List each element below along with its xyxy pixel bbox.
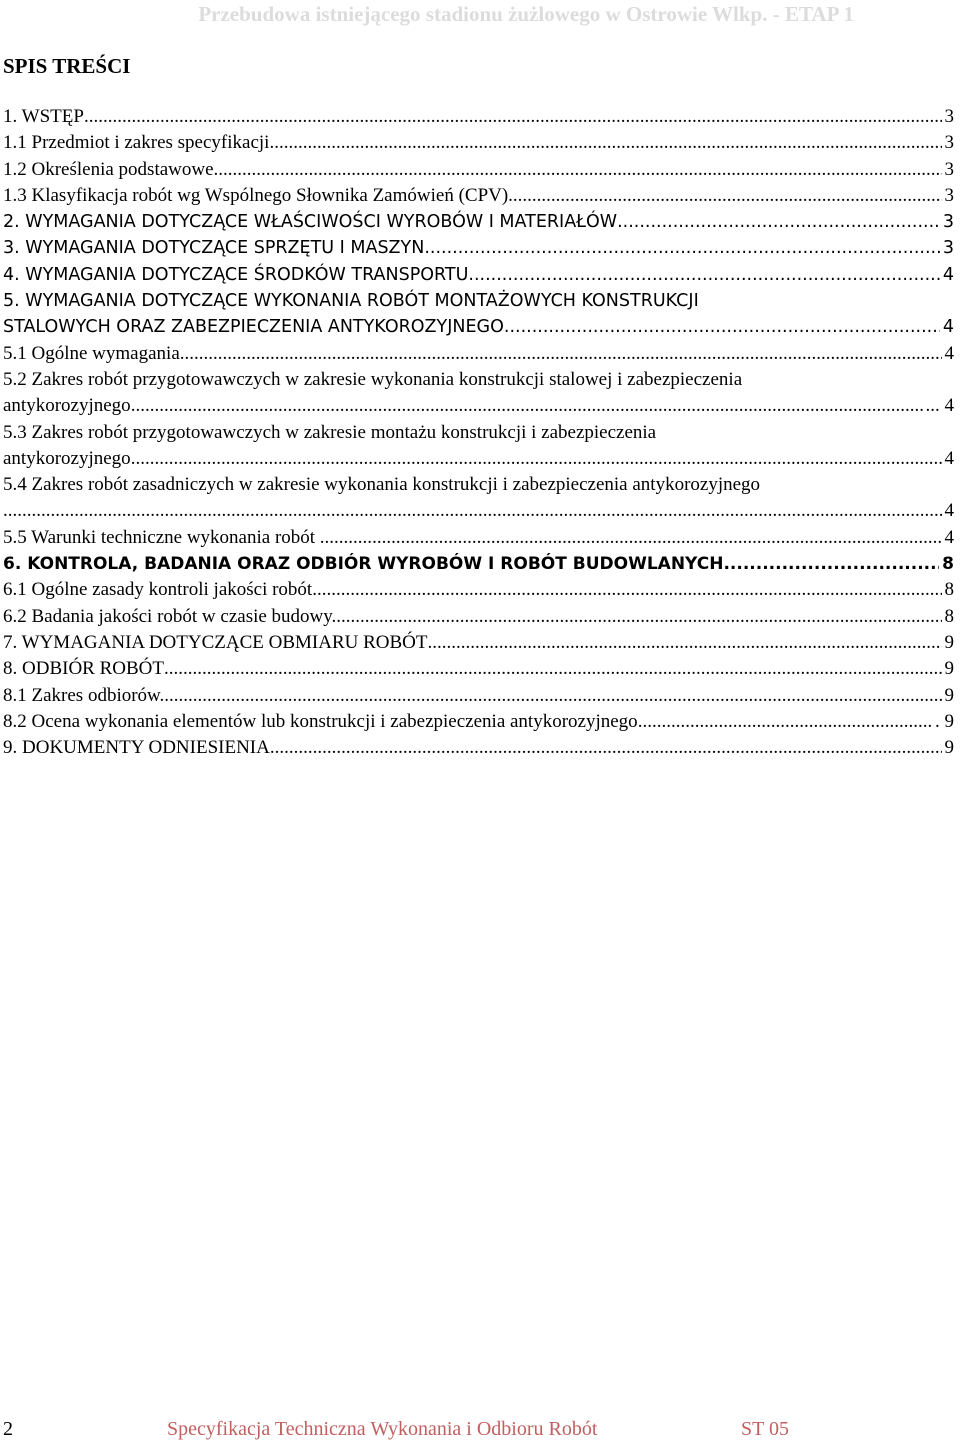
dot-leader — [617, 209, 940, 235]
toc-entry-text: 6. KONTROLA, BADANIA ORAZ ODBIÓR WYROBÓW I ROBÓT BUDOWLANYCH — [3, 554, 724, 575]
toc-entry-text: 3. WYMAGANIA DOTYCZĄCE SPRZĘTU I MASZYN — [3, 238, 425, 259]
toc-entry-page: 3 — [944, 106, 954, 127]
toc-entry-2[interactable] — [3, 209, 954, 235]
toc-entry-page: 4 — [942, 317, 954, 338]
toc-entry-text: 8. ODBIÓR ROBÓT — [3, 658, 164, 680]
toc-entry-6-1[interactable] — [3, 577, 954, 603]
toc-entry-page: 3 — [942, 212, 954, 233]
toc-entry-page: 3 — [944, 132, 954, 154]
toc-entry-text: 1.3 Klasyfikacja robót wg Wspólnego Słownika Zamówień (CPV)............. — [3, 184, 570, 206]
toc-entry-page: 9 — [944, 658, 954, 680]
toc-entry-1-1[interactable] — [3, 130, 954, 156]
toc-entry-8-2[interactable] — [3, 709, 954, 735]
toc-entry-text: 8.1 Zakres odbiorów............ — [3, 684, 217, 706]
dot-leader — [180, 341, 942, 367]
dot-leader — [384, 604, 942, 630]
toc-entry-page: 3 — [944, 184, 954, 206]
dot-leader — [504, 314, 940, 340]
dot-leader — [424, 235, 940, 261]
toc-entry-5-4[interactable] — [3, 472, 954, 498]
toc-entry-page: 9 — [944, 684, 954, 706]
dot-leader — [131, 393, 923, 419]
dot-leader — [3, 498, 942, 524]
toc-entry-page: 4 — [944, 526, 954, 548]
toc-entry-6-2[interactable] — [3, 604, 954, 630]
toc-entry-1-2[interactable] — [3, 157, 954, 183]
page-footer — [0, 1418, 960, 1444]
footer-page-number: 2 — [3, 1418, 13, 1440]
table-of-contents — [3, 104, 954, 761]
toc-entry-page: 8 — [944, 605, 954, 627]
toc-entry-text: 5.4 Zakres robót zasadniczych w zakresie wykonania konstrukcji i zabezpieczenia antykorozyjnego — [3, 474, 761, 496]
toc-entry-5-continued[interactable] — [3, 314, 954, 340]
toc-entry-5-5[interactable] — [3, 525, 954, 551]
toc-entry-page: 8 — [944, 579, 954, 601]
toc-entry-5-3-continued[interactable] — [3, 446, 954, 472]
toc-entry-page: 4 — [942, 264, 954, 285]
toc-entry-page: 9 — [944, 631, 954, 653]
page-header: Przebudowa istniejącego stadionu żużlowego w Ostrowie Wlkp. - ETAP 1 — [198, 2, 854, 26]
toc-entry-text: STALOWYCH ORAZ ZABEZPIECZENIA ANTYKOROZYJNEGO — [3, 317, 504, 338]
toc-entry-4[interactable] — [3, 262, 954, 288]
toc-entry-5[interactable] — [3, 288, 954, 314]
toc-entry-text: antykorozyjnego — [3, 395, 131, 417]
toc-entry-text: 1.2 Określenia podstawowe....... — [3, 158, 247, 180]
dot-leader — [570, 183, 942, 209]
toc-entry-text: 7. WYMAGANIA DOTYCZĄCE OBMIARU ROBÓT — [3, 631, 428, 653]
toc-entry-8-1[interactable] — [3, 683, 954, 709]
toc-entry-9[interactable] — [3, 735, 954, 761]
toc-entry-text: 8.2 Ocena wykonania elementów lub konstrukcji i zabezpieczenia antykorozyjnego — [3, 710, 638, 732]
footer-title: Specyfikacja Techniczna Wykonania i Odbioru Robót — [167, 1418, 598, 1440]
dot-leader — [360, 577, 942, 603]
toc-entry-page: 8 — [942, 554, 954, 575]
toc-entry-page: 3 — [942, 238, 954, 259]
toc-entry-text: antykorozyjnego — [3, 447, 131, 469]
toc-entry-text: 5. WYMAGANIA DOTYCZĄCE WYKONANIA ROBÓT MONTAŻOWYCH KONSTRUKCJI — [3, 291, 699, 312]
toc-entry-page: . 9 — [935, 710, 954, 732]
toc-entry-3[interactable] — [3, 235, 954, 261]
toc-entry-text: 6.2 Badania jakości robót w czasie budowy........... — [3, 605, 384, 627]
toc-entry-text: 5.1 Ogólne wymagania — [3, 342, 180, 364]
toc-entry-7[interactable] — [3, 630, 954, 656]
toc-entry-text: 1. WSTĘP — [3, 106, 84, 127]
toc-entry-8[interactable] — [3, 656, 954, 682]
toc-entry-5-1[interactable] — [3, 341, 954, 367]
toc-entry-5-2[interactable] — [3, 367, 954, 393]
toc-entry-1-3[interactable] — [3, 183, 954, 209]
dot-leader — [270, 735, 942, 761]
toc-entry-page: 4 — [944, 500, 954, 522]
footer-document-code: ST 05 — [741, 1418, 789, 1440]
toc-entry-page: 9 — [944, 737, 954, 759]
toc-entry-text: 4. WYMAGANIA DOTYCZĄCE ŚRODKÓW TRANSPORTU — [3, 264, 469, 285]
dot-leader — [131, 446, 942, 472]
toc-entry-page: 3 — [944, 158, 954, 180]
dot-leader — [638, 709, 932, 735]
toc-entry-page: 4 — [944, 447, 954, 469]
toc-entry-6[interactable] — [3, 551, 954, 577]
dot-leader — [247, 157, 942, 183]
toc-entry-text: 5.3 Zakres robót przygotowawczych w zakresie montażu konstrukcji i zabezpieczenia — [3, 421, 657, 443]
dot-leader — [428, 630, 942, 656]
dot-leader — [217, 683, 942, 709]
dot-leader — [164, 656, 942, 682]
dot-leader — [84, 104, 942, 130]
toc-title: SPIS TREŚCI — [3, 54, 131, 78]
toc-entry-page: 4 — [944, 342, 954, 364]
dot-leader — [723, 551, 939, 577]
toc-entry-text: 2. WYMAGANIA DOTYCZĄCE WŁAŚCIWOŚCI WYROBÓW I MATERIAŁÓW — [3, 212, 618, 233]
dot-leader — [468, 262, 939, 288]
toc-entry-1[interactable] — [3, 104, 954, 130]
toc-entry-text: 5.5 Warunki techniczne wykonania robót ........... — [3, 526, 373, 548]
dot-leader — [372, 525, 941, 551]
toc-entry-text: 1.1 Przedmiot i zakres specyfikacji — [3, 132, 270, 154]
dot-leader — [269, 130, 941, 156]
toc-entry-5-2-continued[interactable] — [3, 393, 954, 419]
toc-entry-text: 5.2 Zakres robót przygotowawczych w zakresie wykonania konstrukcji stalowej i zabezpieczenia — [3, 368, 743, 390]
toc-entry-5-4-continued[interactable] — [3, 498, 954, 524]
toc-entry-text: 6.1 Ogólne zasady kontroli jakości robót.......... — [3, 579, 360, 601]
toc-entry-5-3[interactable] — [3, 420, 954, 446]
toc-entry-page: ... 4 — [925, 395, 954, 417]
toc-entry-text: 9. DOKUMENTY ODNIESIENIA — [3, 737, 270, 759]
